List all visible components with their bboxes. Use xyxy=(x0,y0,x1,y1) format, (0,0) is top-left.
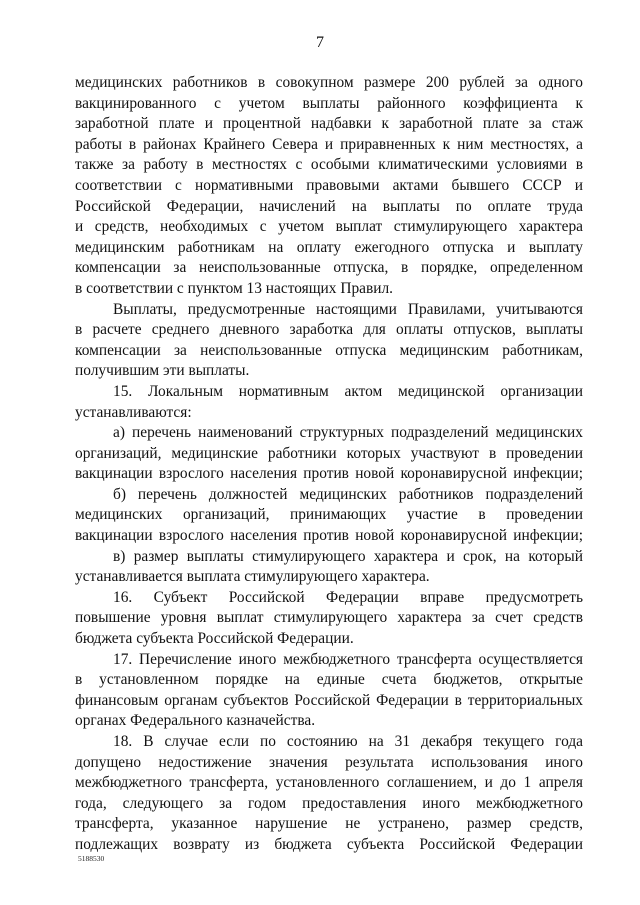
text-line: также за работу в местностях с особыми климатическими условиями в xyxy=(75,156,583,174)
text-line: 18. В случае если по состоянию на 31 декабря текущего года xyxy=(113,733,583,750)
document-code: 5188530 xyxy=(78,854,105,863)
text-line: устанавливаются: xyxy=(75,403,192,421)
text-line: органах Федерального казначейства. xyxy=(75,712,316,730)
text-line: в установленном порядке на единые счета бюджетов, открытые xyxy=(75,671,583,689)
text-line: соответствии с нормативными правовыми актами бывшего СССР и xyxy=(75,176,583,194)
text-line: в расчете среднего дневного заработка для оплаты отпусков, выплаты xyxy=(75,321,583,339)
paragraph-16 xyxy=(75,588,583,650)
text-line: медицинским работникам на оплату ежегодного отпуска и выплату xyxy=(75,238,583,256)
text-line: бюджета субъекта Российской Федерации. xyxy=(75,630,354,648)
text-line: вакцинации взрослого населения против новой коронавирусной инфекции; xyxy=(75,527,583,545)
text-line: повышение уровня выплат стимулирующего характера за счет средств xyxy=(75,609,583,627)
text-line: работы в районах Крайнего Севера и приравненных к ним местностях, а xyxy=(75,135,583,153)
list-item-v xyxy=(75,547,583,588)
text-line: 15. Локальным нормативным актом медицинской организации xyxy=(113,382,583,400)
text-line: в) размер выплаты стимулирующего характера и срок, на который xyxy=(113,547,583,565)
text-line: года, следующего за годом предоставления иного межбюджетного xyxy=(75,794,583,812)
text-line: организаций, медицинские работники которых участвуют в проведении xyxy=(75,444,583,462)
text-line: в соответствии с пунктом 13 настоящих Правил. xyxy=(75,279,394,297)
text-line: медицинских организаций, принимающих участие в проведении xyxy=(75,506,583,524)
text-line: компенсации за неиспользованные отпуска медицинским работникам, xyxy=(75,341,583,359)
text-line: заработной плате и процентной надбавки к заработной плате за стаж xyxy=(75,115,583,133)
document-body xyxy=(75,73,583,856)
text-line: вакцинации взрослого населения против новой коронавирусной инфекции; xyxy=(75,465,583,483)
paragraph-payments xyxy=(75,300,583,382)
text-line: и средств, необходимых с учетом выплат стимулирующего характера xyxy=(75,218,583,236)
text-line: устанавливается выплата стимулирующего характера. xyxy=(75,568,430,586)
text-line: Выплаты, предусмотренные настоящими Правилами, учитываются xyxy=(113,300,583,318)
text-line: 17. Перечисление иного межбюджетного трансферта осуществляется xyxy=(113,650,583,668)
list-item-b xyxy=(75,485,583,547)
text-line: а) перечень наименований структурных подразделений медицинских xyxy=(113,424,583,442)
paragraph-15 xyxy=(75,382,583,423)
paragraph-continuation xyxy=(75,73,583,300)
text-line: б) перечень должностей медицинских работников подразделений xyxy=(113,485,583,503)
text-line: трансферта, указанное нарушение не устранено, размер средств, xyxy=(75,815,583,833)
text-line: допущено недостижение значения результата использования иного xyxy=(75,753,583,771)
text-line: 16. Субъект Российской Федерации вправе предусмотреть xyxy=(113,588,583,606)
text-line: вакцинированного с учетом выплаты районного коэффициента к xyxy=(75,94,583,112)
text-line: Российской Федерации, начислений на выплаты по оплате труда xyxy=(75,197,583,215)
list-item-a xyxy=(75,423,583,485)
text-line: межбюджетного трансферта, установленного соглашением, и до 1 апреля xyxy=(75,774,583,792)
text-line: подлежащих возврату из бюджета субъекта Российской Федерации xyxy=(75,835,583,853)
page-number: 7 xyxy=(316,34,324,51)
text-line: медицинских работников в совокупном размере 200 рублей за одного xyxy=(75,74,583,91)
text-line: финансовым органам субъектов Российской Федерации в территориальных xyxy=(75,691,583,709)
text-line: получившим эти выплаты. xyxy=(75,362,250,380)
paragraph-18 xyxy=(75,732,583,856)
paragraph-17 xyxy=(75,650,583,732)
text-line: компенсации за неиспользованные отпуска, в порядке, определенном xyxy=(75,259,583,277)
